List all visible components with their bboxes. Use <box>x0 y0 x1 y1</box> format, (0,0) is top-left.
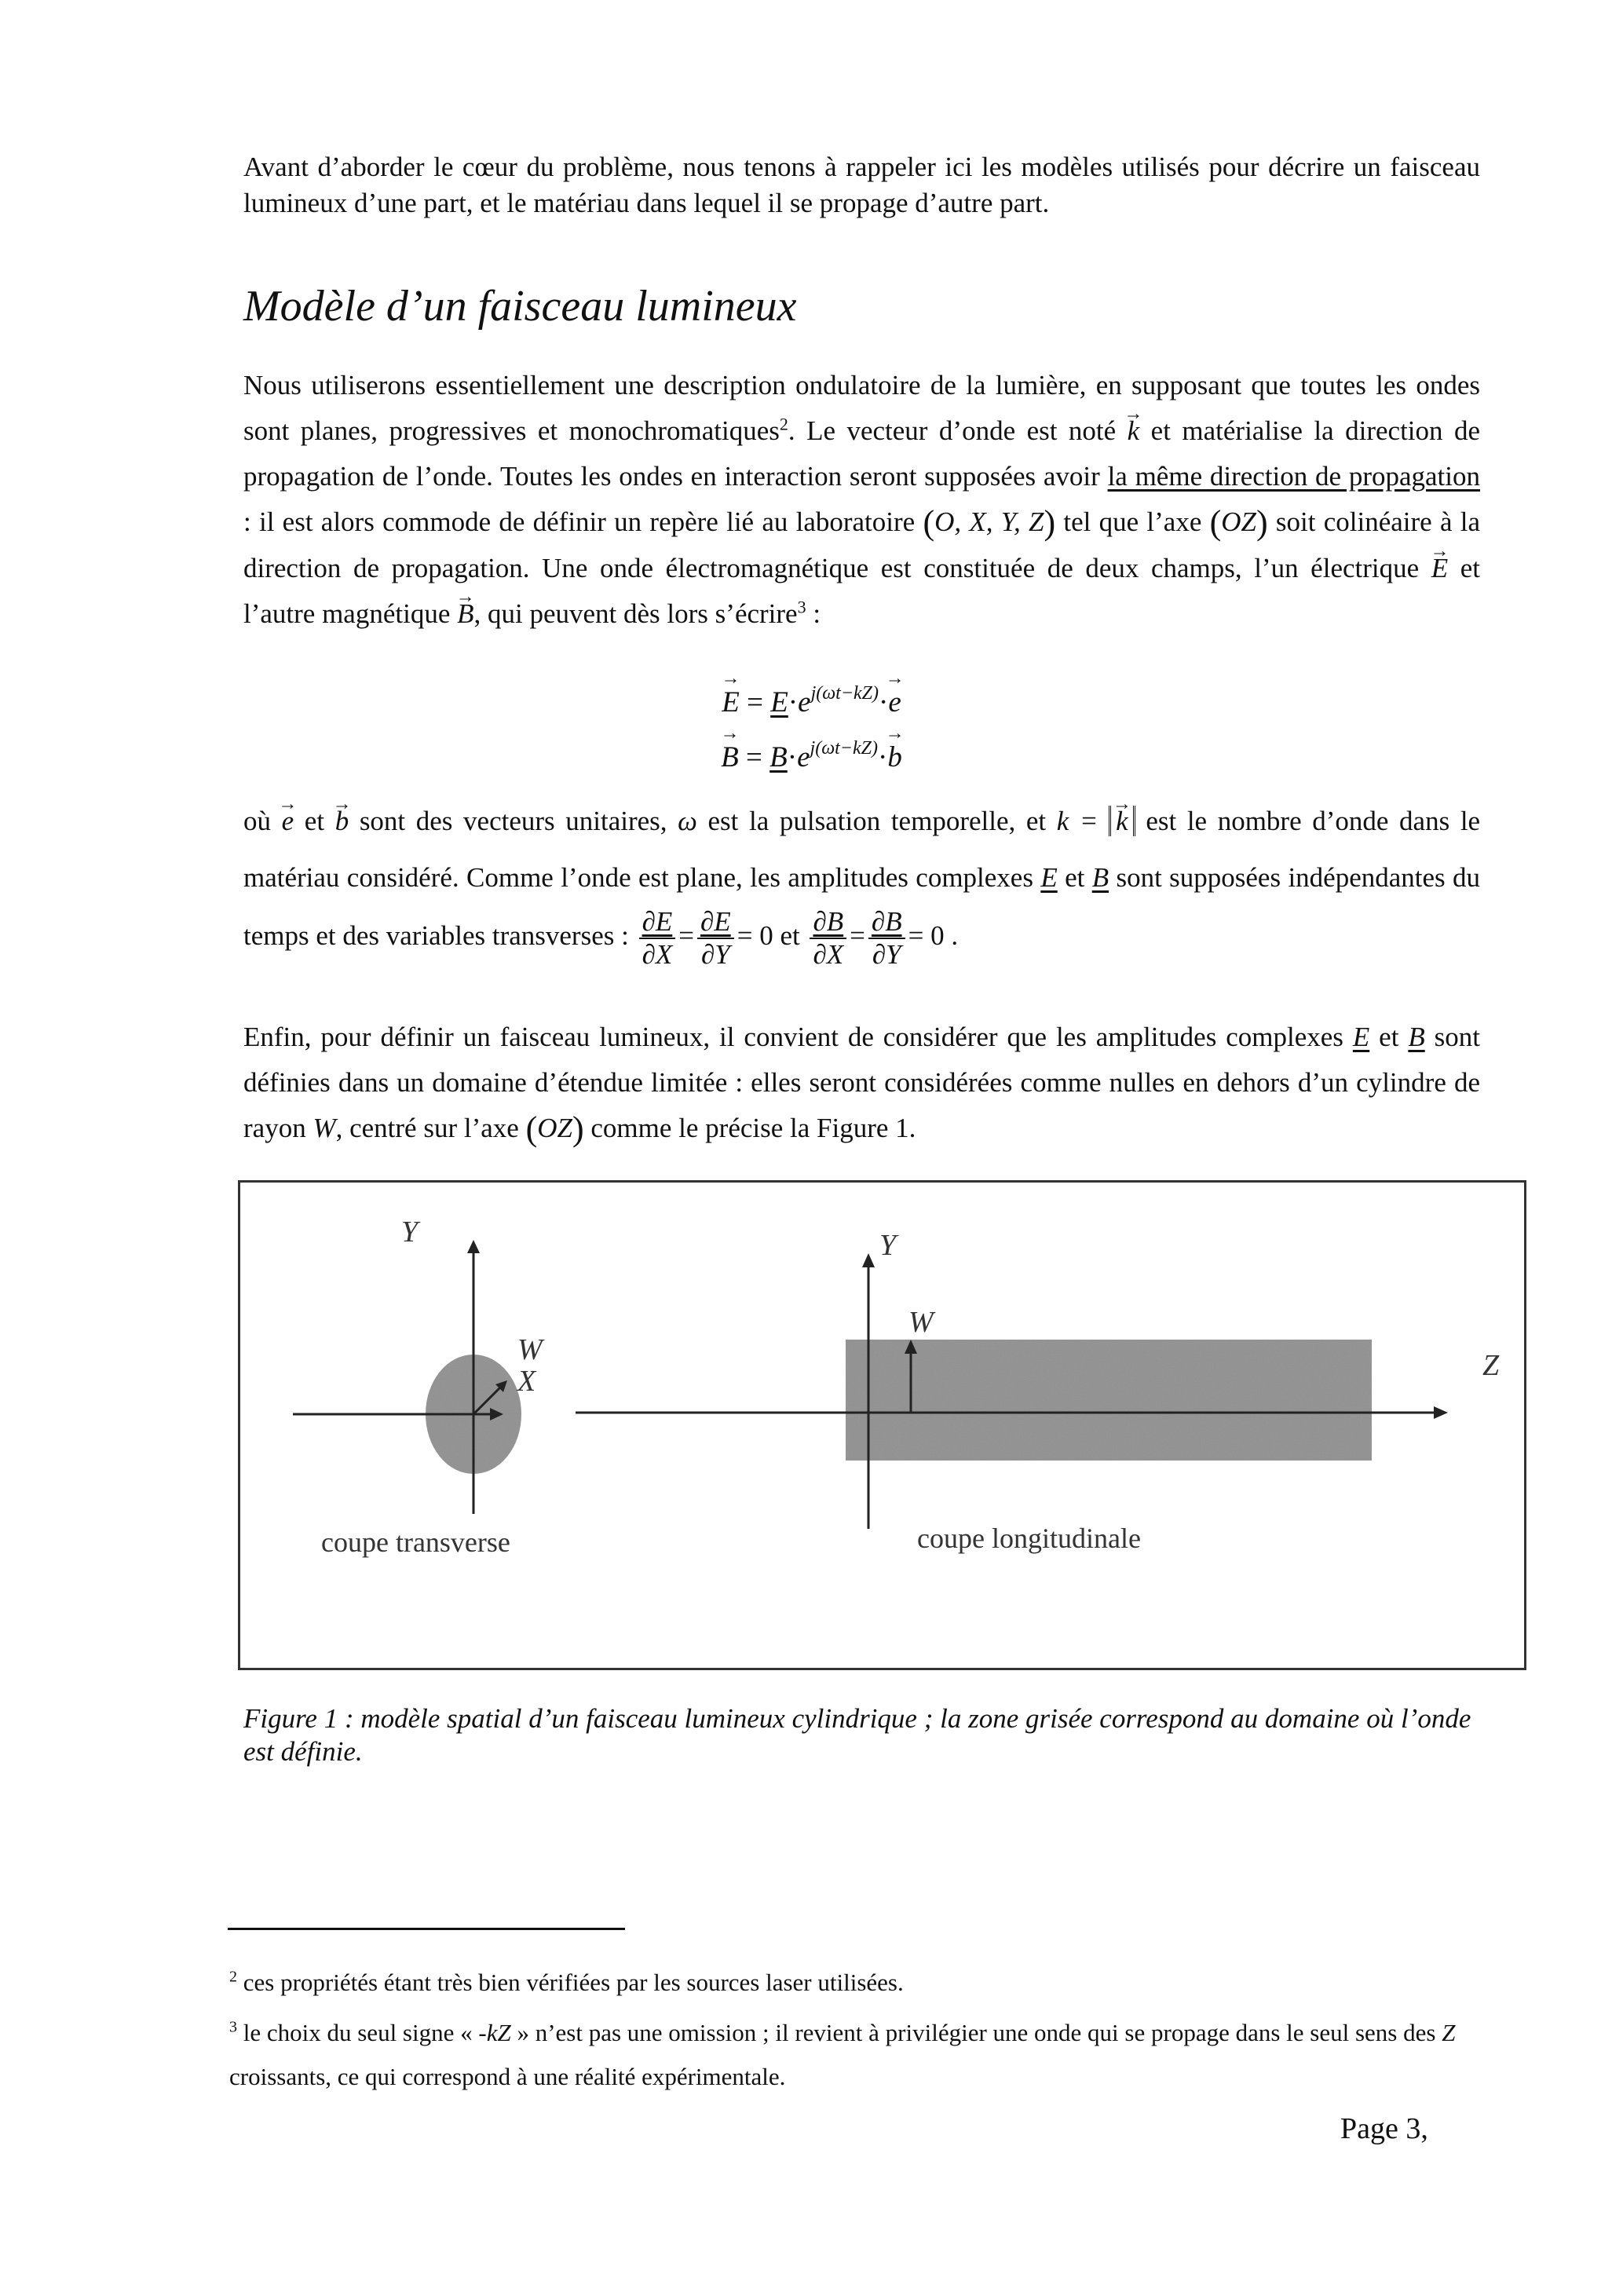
radius-W: W <box>313 1113 336 1143</box>
figure-caption: Figure 1 : modèle spatial d’un faisceau lumineux cylindrique ; la zone grisée correspond au domaine où l’onde est définie. <box>243 1703 1471 1767</box>
numerator: ∂B <box>868 906 905 939</box>
footnote-z: Z <box>1442 2019 1456 2046</box>
footnote-text: » n’est pas une omission ; il revient à privilégier une onde qui se propage dans le seul sens des <box>510 2019 1442 2046</box>
figure-diagram <box>240 1183 1524 1668</box>
wave-vector-norm: → k <box>1116 793 1128 850</box>
paren-open: ( <box>525 1110 538 1148</box>
denominator: ∂X <box>642 939 673 970</box>
eq-unit-vector: → b <box>887 740 902 774</box>
text: et l’autre magnétique <box>243 553 1480 629</box>
fraction-dE-dY <box>697 906 734 971</box>
eq-amplitude: B <box>769 741 788 773</box>
unit-vector-e: → e <box>282 793 294 850</box>
numerator: ∂E <box>639 906 676 939</box>
eq-lhs: → E <box>722 686 740 719</box>
longitudinal-w-label: W <box>908 1306 934 1339</box>
eq-dot: · <box>878 741 888 773</box>
unit-vector-b: → b <box>335 793 349 850</box>
longitudinal-z-label: Z <box>1482 1349 1500 1382</box>
equals-zero: = 0 . <box>908 920 959 952</box>
eq-unit-vector: → e <box>888 686 901 719</box>
longitudinal-y-label: Y <box>879 1229 897 1262</box>
footnote-2 <box>229 1967 1497 1998</box>
text: : il est alors commode de définir un repère lié au laboratoire <box>243 506 916 537</box>
longitudinal-cut <box>576 1229 1500 1554</box>
frame-coordinates: O, X, Y, Z <box>934 506 1044 537</box>
footnote-text: le choix du seul signe « <box>243 2019 479 2046</box>
eq-exponent: j(ωt−kZ) <box>810 738 878 759</box>
text: et <box>304 806 325 836</box>
text: comme le précise la Figure 1. <box>590 1113 916 1143</box>
text: et <box>1065 862 1085 893</box>
text: et matérialise la direction de propagation de l’onde. Toutes les ondes en interaction seront supposées avoir <box>243 415 1481 492</box>
paren-close: ) <box>1044 503 1056 542</box>
z-axis-arrowhead <box>1434 1406 1448 1419</box>
text: est le nombre d’onde dans le matériau considéré. Comme l’onde est plane, les amplitudes complexes <box>243 806 1481 893</box>
amplitude-B: B <box>1408 1022 1425 1052</box>
equals-zero: = 0 <box>737 920 773 952</box>
page-number: Page 3, <box>1340 2112 1428 2145</box>
text: sont supposées indépendantes du temps et des variables transverses : <box>243 862 1481 952</box>
eq-equals: = <box>746 741 762 773</box>
fraction-dE-dX <box>639 906 676 971</box>
numerator: ∂B <box>810 906 846 939</box>
text: et <box>1379 1022 1399 1052</box>
numerator: ∂E <box>697 906 734 939</box>
denominator: ∂Y <box>872 939 901 970</box>
footnote-ref-2[interactable]: 2 <box>779 414 788 434</box>
footnote-ref-3[interactable]: 3 <box>797 597 806 617</box>
intro-text: Avant d’aborder le cœur du problème, nous tenons à rappeler ici les modèles utilisés pour décrire un faisceau lumineux d’une part, et le matériau dans lequel il se propage d’autre part. <box>243 152 1480 218</box>
paren-open: ( <box>1209 503 1222 542</box>
text: soit colinéaire à la direction de propagation. Une onde électromagnétique est constituée de deux champs, l’un électrique <box>243 506 1480 583</box>
text: sont définies dans un domaine d’étendue limitée : elles seront considérées comme nulles en dehors d’un cylindre de rayon <box>243 1022 1481 1143</box>
denominator: ∂X <box>813 939 844 970</box>
text: sont des vecteurs unitaires, <box>359 806 667 836</box>
beam-longitudinal-section <box>846 1340 1372 1461</box>
figure-1 <box>238 1180 1526 1670</box>
equals: = <box>850 920 865 952</box>
footnote-sign: -kZ <box>478 2019 511 2046</box>
intro-paragraph <box>243 149 1480 221</box>
electric-field-vector: → E <box>1431 546 1448 591</box>
y-axis-arrowhead <box>862 1253 875 1267</box>
axis-oz: OZ <box>1221 506 1257 537</box>
paren-close: ) <box>572 1110 584 1148</box>
transverse-w-label: W <box>517 1333 543 1366</box>
fraction-dB-dY <box>868 906 905 971</box>
transverse-caption: coupe transverse <box>321 1526 510 1558</box>
amplitude-E: E <box>1352 1022 1370 1052</box>
wave-vector-k: → k <box>1128 408 1140 454</box>
eq-exp-base: e <box>797 741 810 773</box>
equation-magnetic-field <box>0 738 1623 774</box>
transverse-y-label: Y <box>401 1216 419 1249</box>
longitudinal-caption: coupe longitudinale <box>917 1523 1141 1554</box>
y-axis-arrowhead <box>467 1240 480 1253</box>
section-title: Modèle d’un faisceau lumineux <box>243 282 797 331</box>
text: et <box>780 920 800 952</box>
text: Nous utiliserons essentiellement une description ondulatoire de la lumière, en supposant que toutes les ondes sont planes, progressives et monochromatiques <box>243 370 1480 446</box>
text: . Le vecteur d’onde est noté <box>788 415 1117 446</box>
transverse-cut <box>293 1216 545 1558</box>
footnote-text: ces propriétés étant très bien vérifiées par les sources laser utilisées. <box>243 1969 904 1996</box>
eq-equals: = <box>747 686 763 718</box>
footnote-number: 2 <box>229 1968 237 1986</box>
eq-exp-base: e <box>798 686 811 718</box>
text: est la pulsation temporelle, et <box>707 806 1047 836</box>
paren-close: ) <box>1256 503 1268 542</box>
axis-oz: OZ <box>537 1113 572 1143</box>
fraction-dB-dX <box>810 906 846 971</box>
footnote-separator <box>228 1928 625 1930</box>
footnote-number: 3 <box>229 2018 237 2036</box>
paragraph-definitions <box>243 793 1480 971</box>
paragraph-wave-model <box>243 363 1480 637</box>
eq-dot: · <box>879 686 889 718</box>
paragraph-beam-domain <box>243 1015 1480 1152</box>
text: Enfin, pour définir un faisceau lumineux, il convient de considérer que les amplitudes complexes <box>243 1022 1343 1052</box>
amplitude-E: E <box>1040 862 1058 893</box>
amplitude-B: B <box>1091 862 1109 893</box>
text: : <box>806 598 821 629</box>
text: tel que l’axe <box>1063 506 1202 537</box>
transverse-x-label: X <box>517 1365 536 1398</box>
text: , centré sur l’axe <box>335 1113 519 1143</box>
underlined-phrase: la même direction de propagation <box>1107 461 1480 492</box>
omega-symbol: ω <box>678 806 697 836</box>
denominator: ∂Y <box>700 939 730 970</box>
text: , qui peuvent dès lors s’écrire <box>473 598 798 629</box>
wavenumber-def: k = <box>1056 806 1098 836</box>
magnetic-field-vector: → B <box>457 591 473 637</box>
eq-dot: · <box>788 686 799 718</box>
footnote-3 <box>229 2011 1497 2099</box>
eq-dot: · <box>787 741 798 773</box>
eq-exponent: j(ωt−kZ) <box>810 683 879 704</box>
equation-electric-field <box>0 683 1623 719</box>
text: où <box>243 806 271 836</box>
eq-lhs: → B <box>721 740 739 774</box>
footnote-text: croissants, ce qui correspond à une réalité expérimentale. <box>229 2063 786 2090</box>
equals: = <box>678 920 695 952</box>
paren-open: ( <box>923 503 935 542</box>
eq-amplitude: E <box>770 686 788 718</box>
